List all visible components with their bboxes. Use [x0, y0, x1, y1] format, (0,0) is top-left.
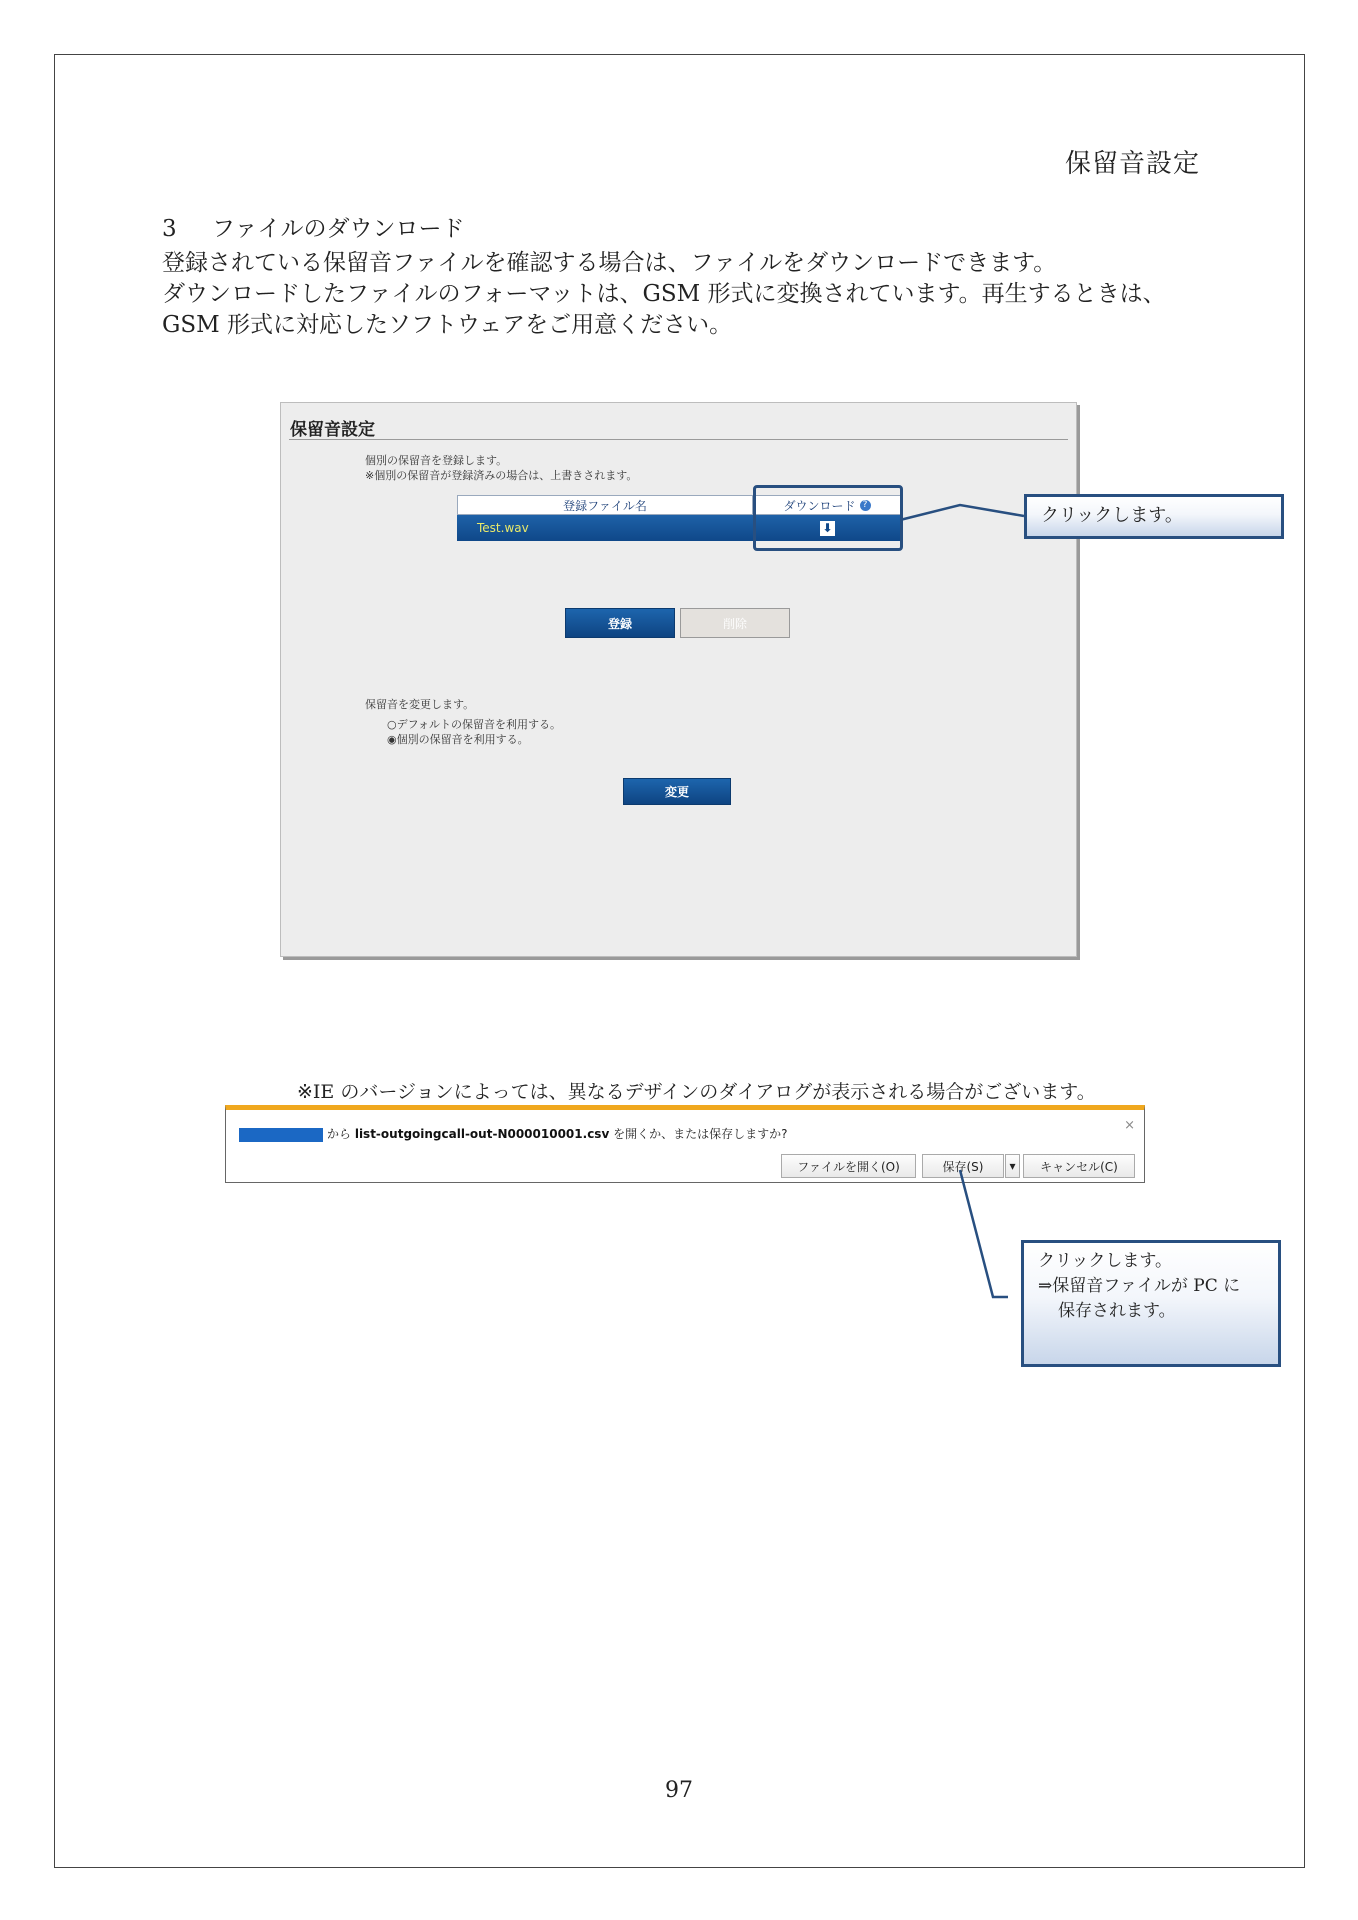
prompt-prefix: から [327, 1127, 355, 1141]
overwrite-note: ※個別の保留音が登録済みの場合は、上書きされます。 [365, 469, 638, 482]
callout-click-save-line-1: クリックします。 [1038, 1251, 1172, 1271]
prompt-suffix: を開くか、または保存しますか? [609, 1127, 788, 1141]
hold-music-settings-screenshot [280, 402, 1077, 957]
callout-click-download [1024, 494, 1284, 539]
register-description: 個別の保留音を登録します。 [365, 454, 508, 467]
masked-site-name [239, 1128, 323, 1142]
help-icon[interactable]: ? [860, 500, 871, 511]
header-title: 保留音設定 [1064, 149, 1200, 179]
change-description: 保留音を変更します。 [365, 698, 475, 711]
delete-button[interactable]: 削除 [680, 608, 790, 638]
radio-individual-hold-music[interactable]: ◉個別の保留音を利用する。 [387, 733, 529, 746]
ie-version-note: ※IE のバージョンによっては、異なるデザインのダイアログが表示される場合がございます。 [297, 1081, 1096, 1103]
registered-filename: Test.wav [477, 521, 529, 535]
radio-default-hold-music[interactable]: ○デフォルトの保留音を利用する。 [387, 718, 562, 731]
ie-download-bar [225, 1105, 1145, 1183]
callout-click-save-line-3: 保存されます。 [1058, 1301, 1176, 1321]
save-dropdown-chevron-icon[interactable]: ▾ [1005, 1154, 1020, 1178]
page-number: 97 [665, 1778, 693, 1803]
body-line-1: 登録されている保留音ファイルを確認する場合は、ファイルをダウンロードできます。 [162, 250, 1057, 276]
section-number: 3 [162, 216, 177, 242]
change-button[interactable]: 変更 [623, 778, 731, 805]
callout-click-save-line-2: ⇒保留音ファイルが PC に [1038, 1276, 1241, 1296]
download-icon[interactable]: ⬇ [820, 521, 835, 536]
section-heading [162, 210, 465, 243]
download-column-label: ダウンロード [783, 498, 856, 513]
screen-title: 保留音設定 [290, 420, 375, 440]
title-divider [289, 439, 1068, 440]
open-file-button[interactable]: ファイルを開く(O) [781, 1154, 916, 1178]
close-icon[interactable]: × [1124, 1118, 1135, 1133]
body-line-3: GSM 形式に対応したソフトウェアをご用意ください。 [162, 312, 733, 338]
register-button[interactable]: 登録 [565, 608, 675, 638]
callout-click-save [1021, 1240, 1281, 1367]
save-button[interactable]: 保存(S) [922, 1154, 1004, 1178]
download-highlight-box [753, 485, 903, 551]
section-heading-text: ファイルのダウンロード [212, 216, 465, 242]
callout-click-download-text: クリックします。 [1041, 505, 1183, 526]
filename-column-header: 登録ファイル名 [458, 496, 753, 514]
body-line-2: ダウンロードしたファイルのフォーマットは、GSM 形式に変換されています。再生するときは、 [162, 281, 1166, 307]
cancel-button[interactable]: キャンセル(C) [1023, 1154, 1135, 1178]
download-filename: list-outgoingcall-out-N000010001.csv [354, 1127, 610, 1141]
download-prompt-message [327, 1125, 787, 1142]
